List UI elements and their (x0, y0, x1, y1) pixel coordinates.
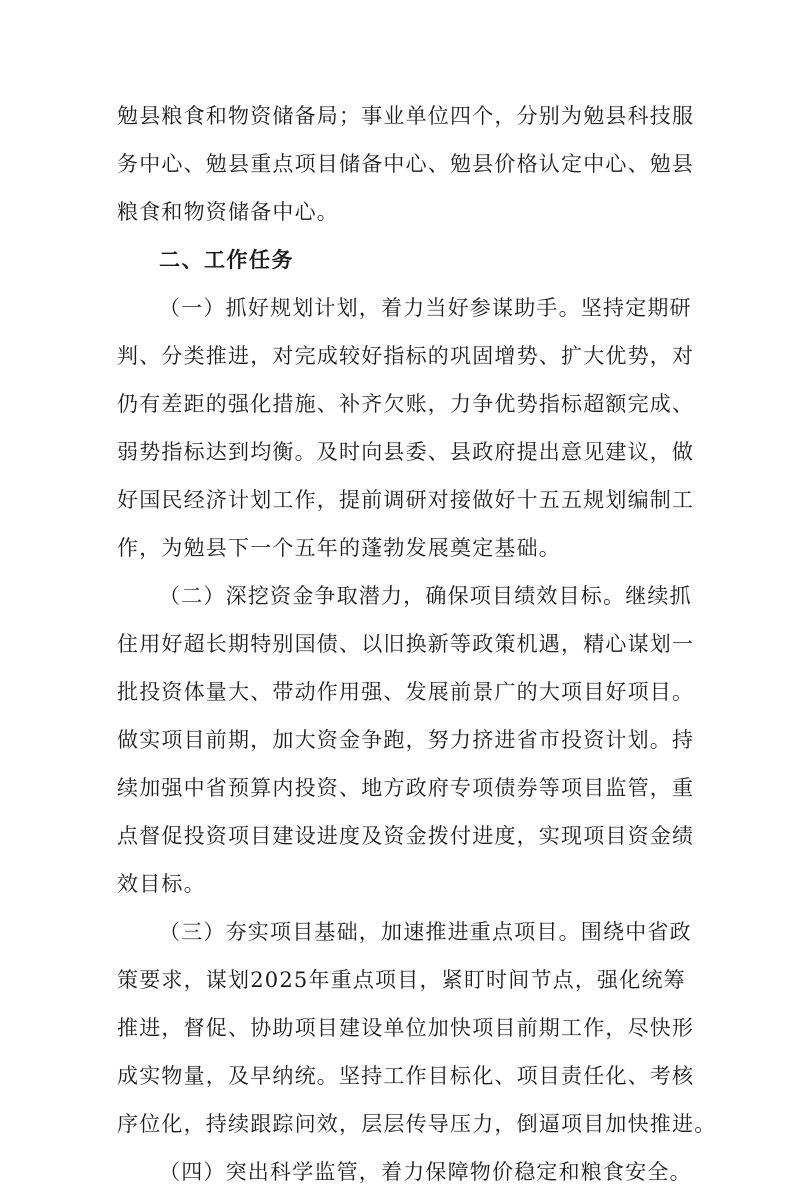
section-heading: 二、工作任务 (159, 248, 294, 272)
text-line: 策要求，谋划2025年重点项目，紧盯时间节点，强化统筹 (117, 968, 686, 992)
paragraph-3 (117, 908, 717, 1148)
text-line: 推进，督促、协助项目建设单位加快项目前期工作，尽快形 (117, 1016, 695, 1040)
text-line: 做实项目前期，加大资金争跑，努力挤进省市投资计划。持 (117, 728, 695, 752)
paragraph-2 (117, 572, 695, 908)
text-line: 续加强中省预算内投资、地方政府专项债券等项目监管，重 (117, 776, 695, 800)
paragraph-1 (117, 284, 695, 572)
text-line: （一）抓好规划计划，着力当好参谋助手。坚持定期研 (159, 296, 692, 320)
text-line: （四）突出科学监管，着力保障物价稳定和粮食安全。 (159, 1160, 692, 1184)
text-line: 粮食和物资储备中心。 (117, 200, 339, 224)
document-page (117, 92, 717, 1196)
text-line: 勉县粮食和物资储备局；事业单位四个，分别为勉县科技服 (117, 104, 695, 128)
text-line: 作，为勉县下一个五年的蓬勃发展奠定基础。 (117, 536, 561, 560)
intro-paragraph (117, 92, 695, 236)
paragraph-4 (117, 1148, 692, 1196)
text-line: 序位化，持续跟踪问效，层层传导压力，倒逼项目加快推进。 (117, 1112, 717, 1136)
text-line: （三）夯实项目基础，加速推进重点项目。围绕中省政 (159, 920, 692, 944)
text-line: 批投资体量大、带动作用强、发展前景广的大项目好项目。 (117, 680, 695, 704)
text-line: 好国民经济计划工作，提前调研对接做好十五五规划编制工 (117, 488, 695, 512)
text-line: 成实物量，及早纳统。坚持工作目标化、项目责任化、考核 (117, 1064, 695, 1088)
text-line: 弱势指标达到均衡。及时向县委、县政府提出意见建议，做 (117, 440, 695, 464)
text-line: 住用好超长期特别国债、以旧换新等政策机遇，精心谋划一 (117, 632, 695, 656)
text-line: （二）深挖资金争取潜力，确保项目绩效目标。继续抓 (159, 584, 692, 608)
text-line: 仍有差距的强化措施、补齐欠账，力争优势指标超额完成、 (117, 392, 695, 416)
text-line: 务中心、勉县重点项目储备中心、勉县价格认定中心、勉县 (117, 152, 695, 176)
text-line: 效目标。 (117, 872, 206, 896)
text-line: 判、分类推进，对完成较好指标的巩固增势、扩大优势，对 (117, 344, 695, 368)
text-line: 点督促投资项目建设进度及资金拨付进度，实现项目资金绩 (117, 824, 695, 848)
